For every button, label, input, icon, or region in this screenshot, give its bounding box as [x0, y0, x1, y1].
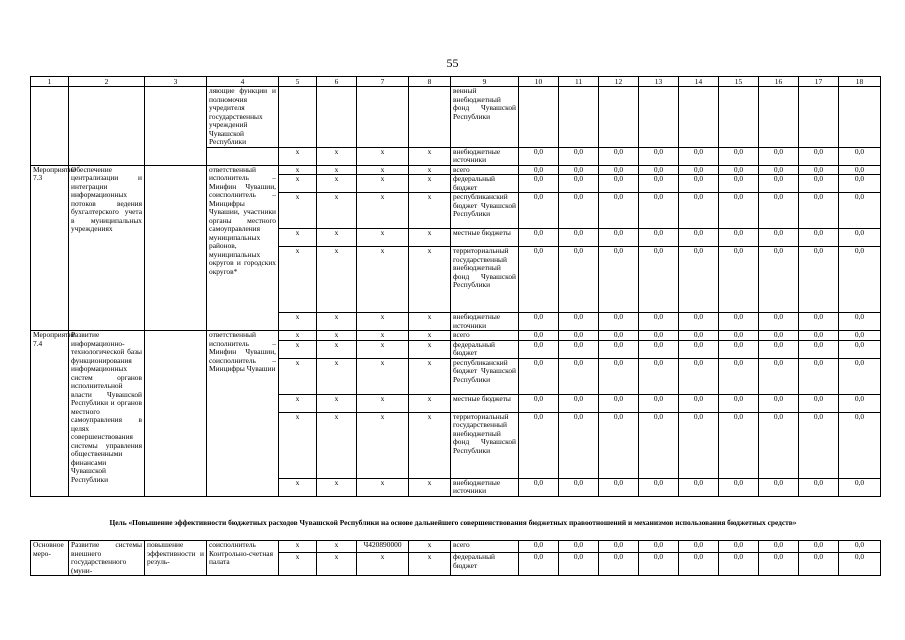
value-cell: 0,0 [759, 340, 799, 358]
value-cell: 0,0 [759, 165, 799, 175]
code-cell: x [279, 147, 317, 165]
code-cell: x [357, 247, 409, 313]
value-cell: 0,0 [639, 541, 679, 553]
value-cell: 0,0 [799, 394, 839, 412]
column-header: 2 [69, 77, 145, 87]
code-cell: x [409, 313, 451, 331]
value-cell: 0,0 [759, 175, 799, 193]
goal-cell [145, 331, 207, 497]
code-cell: x [279, 331, 317, 341]
code-cell: x [409, 165, 451, 175]
activity-number-cell: Основное меро- [31, 541, 69, 576]
value-cell: 0,0 [559, 313, 599, 331]
code-cell: x [409, 229, 451, 247]
column-header: 7 [357, 77, 409, 87]
code-cell: x [409, 412, 451, 478]
activity-number-cell: Мероприятие 7.4 [31, 331, 69, 497]
goal-heading: Цель «Повышение эффективности бюджетных расходов Чувашской Республики на основе дальнейшего совершенствования бюджетных правоотношений и механизмов использования бюджетных средств» [109, 518, 797, 527]
value-cell: 0,0 [759, 478, 799, 496]
column-header: 5 [279, 77, 317, 87]
value-cell: 0,0 [519, 340, 559, 358]
code-cell: x [357, 313, 409, 331]
table-cell [69, 87, 145, 166]
funding-source-cell: территориальный государственный внебюджетный фонд Чувашской Республики [451, 247, 519, 313]
code-cell: x [409, 175, 451, 193]
value-cell: 0,0 [519, 331, 559, 341]
funding-source-cell: всего [451, 331, 519, 341]
value-cell: 0,0 [839, 412, 881, 478]
funding-source-cell: всего [451, 165, 519, 175]
column-header: 14 [679, 77, 719, 87]
code-cell: x [279, 229, 317, 247]
table-row [31, 541, 881, 553]
column-header: 9 [451, 77, 519, 87]
table-cell [799, 87, 839, 148]
value-cell: 0,0 [559, 175, 599, 193]
column-header: 12 [599, 77, 639, 87]
value-cell: 0,0 [799, 247, 839, 313]
column-header: 11 [559, 77, 599, 87]
value-cell: 0,0 [759, 193, 799, 229]
code-cell: x [317, 229, 357, 247]
value-cell: 0,0 [519, 147, 559, 165]
table-cell [207, 147, 279, 165]
column-header: 15 [719, 77, 759, 87]
value-cell: 0,0 [599, 193, 639, 229]
value-cell: 0,0 [639, 340, 679, 358]
value-cell: 0,0 [759, 331, 799, 341]
code-cell: x [357, 229, 409, 247]
value-cell: 0,0 [679, 541, 719, 553]
code-cell: x [357, 193, 409, 229]
value-cell: 0,0 [559, 340, 599, 358]
code-cell: x [409, 331, 451, 341]
code-cell: x [317, 340, 357, 358]
executor-cell: ответственный исполнитель – Минфин Чувашии, соисполнитель – Минцифры Чувашии, участники органы местного самоуправления муниципальных районов, муниципальных округов и городских округов* [207, 165, 279, 331]
code-cell: x [357, 165, 409, 175]
table-cell [145, 87, 207, 166]
value-cell: 0,0 [839, 331, 881, 341]
value-cell: 0,0 [559, 394, 599, 412]
value-cell: 0,0 [679, 358, 719, 394]
code-cell: x [317, 313, 357, 331]
table-row [31, 87, 881, 148]
value-cell: 0,0 [679, 165, 719, 175]
funding-source-cell: местные бюджеты [451, 229, 519, 247]
value-cell: 0,0 [519, 165, 559, 175]
table-cell [719, 87, 759, 148]
value-cell: 0,0 [519, 553, 559, 576]
value-cell: 0,0 [759, 412, 799, 478]
activity-number-cell: Мероприятие 7.3 [31, 165, 69, 331]
funding-source-cell: федеральный бюджет [451, 175, 519, 193]
value-cell: 0,0 [799, 358, 839, 394]
code-cell: x [279, 313, 317, 331]
value-cell: 0,0 [639, 229, 679, 247]
value-cell: 0,0 [639, 394, 679, 412]
value-cell: 0,0 [599, 541, 639, 553]
code-cell: x [279, 478, 317, 496]
code-cell: x [317, 175, 357, 193]
activity-name-cell: Развитие информационно-технологической базы функционирования информационных систем органов исполнительной власти Чувашской Республики и органов местного самоуправления в целях совершенствования системы управления общественными финансами Чувашской Республики [69, 331, 145, 497]
value-cell: 0,0 [559, 478, 599, 496]
value-cell: 0,0 [519, 478, 559, 496]
value-cell: 0,0 [679, 340, 719, 358]
value-cell: 0,0 [599, 165, 639, 175]
value-cell: 0,0 [799, 147, 839, 165]
value-cell: 0,0 [519, 313, 559, 331]
column-header: 6 [317, 77, 357, 87]
value-cell: 0,0 [839, 165, 881, 175]
value-cell: 0,0 [639, 478, 679, 496]
value-cell: 0,0 [719, 478, 759, 496]
value-cell: 0,0 [599, 553, 639, 576]
value-cell: 0,0 [599, 478, 639, 496]
value-cell: 0,0 [679, 553, 719, 576]
code-cell: x [279, 175, 317, 193]
code-cell: x [317, 394, 357, 412]
table-cell [839, 87, 881, 148]
value-cell: 0,0 [679, 147, 719, 165]
value-cell: 0,0 [559, 541, 599, 553]
code-cell: x [279, 412, 317, 478]
code-cell: x [357, 340, 409, 358]
value-cell: 0,0 [719, 193, 759, 229]
value-cell: 0,0 [679, 313, 719, 331]
value-cell: 0,0 [839, 478, 881, 496]
value-cell: 0,0 [799, 478, 839, 496]
executor-cell: ответственный исполнитель – Минфин Чувашии, соисполнитель – Минцифры Чувашии [207, 331, 279, 497]
value-cell: 0,0 [639, 412, 679, 478]
value-cell: 0,0 [599, 412, 639, 478]
code-cell: x [279, 541, 317, 553]
funding-source-cell: республиканский бюджет Чувашской Республики [451, 193, 519, 229]
funding-source-cell: венный внебюджетный фонд Чувашской Республики [451, 87, 519, 148]
value-cell: 0,0 [559, 358, 599, 394]
value-cell: 0,0 [559, 229, 599, 247]
table-cell [409, 87, 451, 148]
column-header: 16 [759, 77, 799, 87]
table-cell [679, 87, 719, 148]
column-header: 17 [799, 77, 839, 87]
value-cell: 0,0 [599, 394, 639, 412]
value-cell: 0,0 [799, 541, 839, 553]
code-cell: x [357, 478, 409, 496]
value-cell: 0,0 [639, 175, 679, 193]
code-cell: x [317, 541, 357, 553]
value-cell: 0,0 [799, 165, 839, 175]
funding-source-cell: внебюджетные источники [451, 478, 519, 496]
value-cell: 0,0 [759, 147, 799, 165]
goal-cell [145, 165, 207, 331]
value-cell: 0,0 [519, 229, 559, 247]
value-cell: 0,0 [839, 313, 881, 331]
value-cell: 0,0 [599, 229, 639, 247]
value-cell: 0,0 [839, 541, 881, 553]
budget-table-continued [30, 540, 881, 576]
value-cell: 0,0 [759, 394, 799, 412]
value-cell: 0,0 [639, 147, 679, 165]
column-header: 4 [207, 77, 279, 87]
value-cell: 0,0 [519, 247, 559, 313]
code-cell: x [317, 165, 357, 175]
value-cell: 0,0 [599, 358, 639, 394]
code-cell: x [279, 165, 317, 175]
code-cell: x [317, 147, 357, 165]
code-cell: x [317, 553, 357, 576]
value-cell: 0,0 [639, 553, 679, 576]
code-cell: x [409, 147, 451, 165]
value-cell: 0,0 [719, 541, 759, 553]
code-cell: x [279, 340, 317, 358]
value-cell: 0,0 [719, 331, 759, 341]
value-cell: 0,0 [559, 193, 599, 229]
code-cell: x [317, 193, 357, 229]
value-cell: 0,0 [639, 358, 679, 394]
code-cell: x [357, 175, 409, 193]
value-cell: 0,0 [719, 175, 759, 193]
value-cell: 0,0 [599, 331, 639, 341]
value-cell: 0,0 [519, 412, 559, 478]
value-cell: 0,0 [839, 193, 881, 229]
value-cell: 0,0 [519, 193, 559, 229]
table-cell [599, 87, 639, 148]
value-cell: 0,0 [839, 147, 881, 165]
value-cell: 0,0 [719, 340, 759, 358]
value-cell: 0,0 [719, 394, 759, 412]
header-row [31, 77, 881, 87]
value-cell: 0,0 [839, 553, 881, 576]
funding-source-cell: федеральный бюджет [451, 553, 519, 576]
value-cell: 0,0 [599, 247, 639, 313]
executor-cell: ляющие функции и полномочия учредителя государственных учреждений Чувашской Республики [207, 87, 279, 148]
table-cell [639, 87, 679, 148]
value-cell: 0,0 [559, 247, 599, 313]
value-cell: 0,0 [679, 394, 719, 412]
value-cell: 0,0 [759, 541, 799, 553]
activity-name-cell: Развитие системы внешнего государственного (муни- [69, 541, 145, 576]
funding-source-cell: федеральный бюджет [451, 340, 519, 358]
column-header: 1 [31, 77, 69, 87]
value-cell: 0,0 [639, 331, 679, 341]
value-cell: 0,0 [559, 331, 599, 341]
code-cell: x [357, 553, 409, 576]
executor-cell: соисполнитель Контрольно-счетная палата [207, 541, 279, 576]
code-cell: x [279, 394, 317, 412]
value-cell: 0,0 [679, 193, 719, 229]
value-cell: 0,0 [839, 358, 881, 394]
value-cell: 0,0 [799, 331, 839, 341]
page-number: 55 [446, 56, 459, 70]
column-header: 10 [519, 77, 559, 87]
code-cell: x [279, 247, 317, 313]
value-cell: 0,0 [679, 412, 719, 478]
value-cell: 0,0 [599, 147, 639, 165]
value-cell: 0,0 [799, 193, 839, 229]
table-cell [317, 87, 357, 148]
value-cell: 0,0 [799, 340, 839, 358]
column-header: 13 [639, 77, 679, 87]
value-cell: 0,0 [519, 541, 559, 553]
funding-source-cell: всего [451, 541, 519, 553]
table-cell [357, 87, 409, 148]
value-cell: 0,0 [719, 147, 759, 165]
code-cell: x [317, 478, 357, 496]
table-row [31, 331, 881, 341]
code-cell: x [409, 193, 451, 229]
value-cell: 0,0 [599, 313, 639, 331]
funding-source-cell: внебюджетные источники [451, 313, 519, 331]
value-cell: 0,0 [559, 412, 599, 478]
value-cell: 0,0 [799, 229, 839, 247]
code-cell: x [409, 340, 451, 358]
value-cell: 0,0 [719, 412, 759, 478]
code-cell: x [409, 247, 451, 313]
code-cell: x [409, 541, 451, 553]
table-cell [31, 87, 69, 166]
value-cell: 0,0 [799, 412, 839, 478]
value-cell: 0,0 [759, 358, 799, 394]
column-header: 3 [145, 77, 207, 87]
value-cell: 0,0 [599, 175, 639, 193]
value-cell: 0,0 [679, 331, 719, 341]
budget-table-main [30, 76, 881, 497]
goal-cell: повышение эффективности и резуль- [145, 541, 207, 576]
value-cell: 0,0 [519, 175, 559, 193]
value-cell: 0,0 [759, 313, 799, 331]
code-cell: x [409, 358, 451, 394]
value-cell: 0,0 [639, 313, 679, 331]
value-cell: 0,0 [799, 313, 839, 331]
value-cell: 0,0 [679, 478, 719, 496]
value-cell: 0,0 [599, 340, 639, 358]
activity-name-cell: Обеспечение централизации и интеграции информационных потоков ведения бухгалтерского учета в муниципальных учреждениях [69, 165, 145, 331]
funding-source-cell: местные бюджеты [451, 394, 519, 412]
value-cell: 0,0 [759, 247, 799, 313]
code-cell: x [357, 412, 409, 478]
value-cell: 0,0 [639, 165, 679, 175]
code-cell: x [357, 331, 409, 341]
funding-source-cell: территориальный государственный внебюджетный фонд Чувашской Республики [451, 412, 519, 478]
code-cell: x [409, 478, 451, 496]
table-cell [279, 87, 317, 148]
code-cell: x [279, 553, 317, 576]
funding-source-cell: внебюджетные источники [451, 147, 519, 165]
code-cell: x [357, 358, 409, 394]
value-cell: 0,0 [839, 175, 881, 193]
value-cell: 0,0 [519, 358, 559, 394]
column-header: 8 [409, 77, 451, 87]
code-cell: x [317, 412, 357, 478]
code-cell: x [357, 394, 409, 412]
value-cell: 0,0 [559, 165, 599, 175]
value-cell: 0,0 [839, 394, 881, 412]
value-cell: 0,0 [719, 313, 759, 331]
value-cell: 0,0 [759, 229, 799, 247]
code-cell: x [409, 553, 451, 576]
value-cell: 0,0 [679, 247, 719, 313]
column-header: 18 [839, 77, 881, 87]
code-cell: x [279, 358, 317, 394]
value-cell: 0,0 [639, 247, 679, 313]
value-cell: 0,0 [559, 553, 599, 576]
table-cell [559, 87, 599, 148]
code-cell: x [317, 358, 357, 394]
value-cell: 0,0 [719, 165, 759, 175]
value-cell: 0,0 [839, 229, 881, 247]
value-cell: 0,0 [719, 553, 759, 576]
code-cell: x [409, 394, 451, 412]
value-cell: 0,0 [719, 358, 759, 394]
code-cell: x [317, 331, 357, 341]
table-cell [759, 87, 799, 148]
code-cell: x [357, 147, 409, 165]
value-cell: 0,0 [639, 193, 679, 229]
value-cell: 0,0 [839, 340, 881, 358]
value-cell: 0,0 [839, 247, 881, 313]
value-cell: 0,0 [559, 147, 599, 165]
value-cell: 0,0 [719, 247, 759, 313]
value-cell: 0,0 [719, 229, 759, 247]
funding-source-cell: республиканский бюджет Чувашской Республики [451, 358, 519, 394]
value-cell: 0,0 [519, 394, 559, 412]
value-cell: 0,0 [679, 175, 719, 193]
value-cell: 0,0 [679, 229, 719, 247]
value-cell: 0,0 [759, 553, 799, 576]
value-cell: 0,0 [799, 553, 839, 576]
value-cell: 0,0 [799, 175, 839, 193]
code-cell: x [317, 247, 357, 313]
code-cell: Ч420890000 [357, 541, 409, 553]
code-cell: x [279, 193, 317, 229]
table-cell [519, 87, 559, 148]
